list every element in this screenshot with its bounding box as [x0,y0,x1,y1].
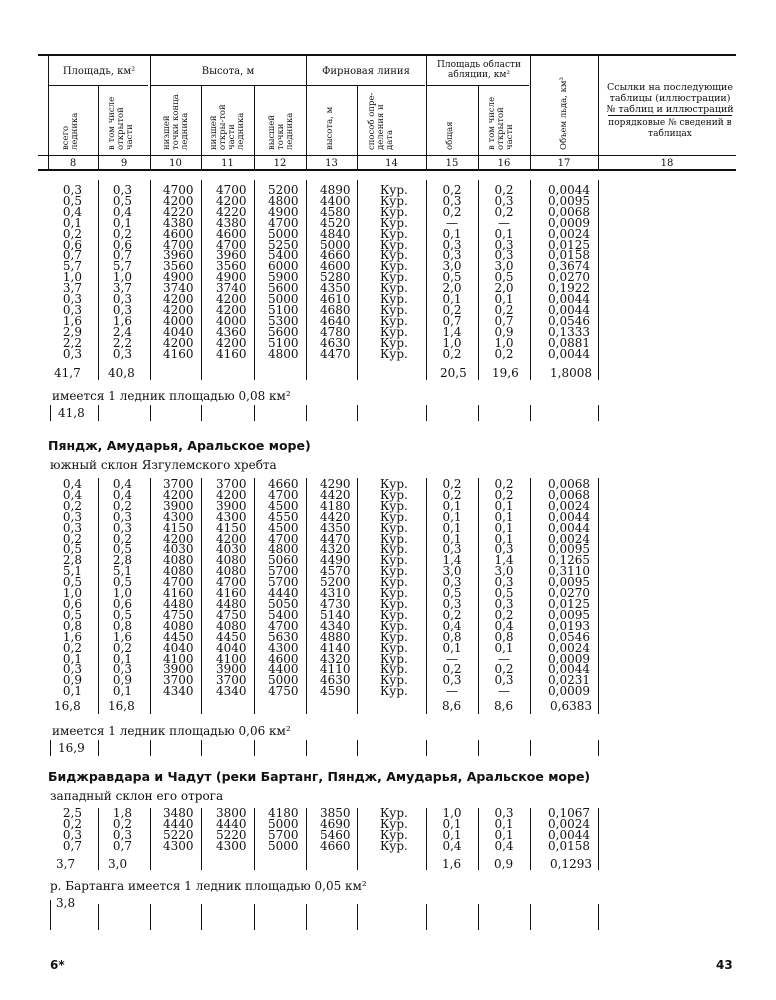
b3-total-16: 0,9 [494,857,514,871]
colnum-9: 9 [120,158,128,169]
b2-col13: 4290 4420 4180 4420 4350 4470 4320 4490 4570 5200 4310 4730 5140 4340 4880 4140 4320 4110 4630 4590 [320,477,351,699]
hdr-v10 [530,54,531,170]
b2-note: имеется 1 ледник площадью 0,06 км² [52,724,291,738]
b3-total-15: 1,6 [442,857,462,871]
b2-col10: 3700 4200 3900 4300 4150 4200 4030 4080 4080 4700 4160 4480 4750 4080 4450 4040 4100 3900 3700 4340 [163,477,194,699]
hdr-area: Площадь, км² [62,66,136,77]
header-bottom-rule [38,169,736,171]
hdr-refs-sub2: порядковые № сведений в таблицах [608,118,732,139]
hdr-firn: Фирновая линия [322,66,410,77]
header-colnum-rule [38,155,736,156]
hdr-abl-total: общая [445,121,455,150]
hdr-firn-method: способ опре-деления и дата [367,92,395,150]
group-rule-firn [307,85,425,86]
b1-note: имеется 1 ледник площадью 0,08 км² [52,389,291,403]
b1-grand-total: 41,8 [58,406,85,420]
b1-col8: 0,3 0,5 0,4 0,1 0,2 0,6 0,7 5,7 1,0 3,7 0,3 0,3 1,6 2,9 2,2 0,3 [62,183,82,361]
b3-col16: 0,3 0,1 0,1 0,4 [494,806,514,853]
hdr-v11 [598,54,599,170]
b3-col12: 4180 5000 5700 5000 [268,806,299,853]
b1-total-15: 20,5 [440,366,467,380]
b3-total-17: 0,1293 [550,857,592,871]
b2-total-9: 16,8 [108,699,135,713]
b3-col8: 2,5 0,2 0,3 0,7 [62,806,82,853]
b1-total-17: 1,8008 [550,366,592,380]
colnum-10: 10 [169,158,182,169]
colnum-16: 16 [497,158,511,169]
colnum-15: 15 [445,158,459,169]
footer-signature: 6* [50,958,65,972]
page-number: 43 [716,958,733,972]
section2-title: Пяндж, Амударья, Аральское море) [48,438,311,453]
hdr-area-total: всего ледника [61,112,80,150]
hdr-refs-sub: № таблиц и иллюстраций [606,104,734,115]
hdr-firn-height: высота, м [325,106,335,150]
colnum-12: 12 [273,158,287,169]
b3-col15: 1,0 0,1 0,1 0,4 [442,806,462,853]
colnum-13: 13 [325,158,338,169]
hdr-refs: Ссылки на последующие таблицы (иллюстрации) [606,82,733,104]
b3-grand-total: 3,8 [56,896,76,910]
b1-col9: 0,3 0,5 0,4 0,1 0,2 0,6 0,7 5,7 1,0 3,7 0,3 0,3 1,6 2,4 2,2 0,3 [112,183,132,361]
b1-col14: Кур. Кур. Кур. Кур. Кур. Кур. Кур. Кур. Кур. Кур. Кур. Кур. Кур. Кур. Кур. Кур. [380,183,408,361]
b2-col15: 0,2 0,2 0,1 0,1 0,1 0,1 0,3 1,4 3,0 0,3 0,5 0,3 0,2 0,4 0,8 0,1 — 0,2 0,3 — [442,477,462,699]
colnum-17: 17 [557,158,571,169]
b2-col17: 0,0068 0,0068 0,0024 0,0044 0,0044 0,0024 0,0095 0,1265 0,3110 0,0095 0,0270 0,0125 0,0095 0,0193 0,0546 0,0024 0,0009 0,0044 0,0231 0,0009 [548,477,590,699]
hdr-v3 [150,54,151,170]
b1-col10: 4700 4200 4220 4380 4600 4700 3960 3560 4900 3740 4200 4200 4000 4040 4200 4160 [163,183,194,361]
b1-col15: 0,2 0,3 0,2 — 0,1 0,3 0,3 3,0 0,5 2,0 0,1 0,2 0,7 1,4 1,0 0,2 [442,183,462,361]
b2-col16: 0,2 0,2 0,1 0,1 0,1 0,1 0,3 1,4 3,0 0,3 0,5 0,3 0,2 0,4 0,8 0,1 — 0,2 0,3 — [494,477,514,699]
group-rule-height [150,85,306,86]
b2-col9: 0,4 0,4 0,2 0,3 0,3 0,2 0,5 2,8 5,1 0,5 1,0 0,6 0,5 0,8 1,6 0,2 0,1 0,3 0,9 0,1 [112,477,132,699]
b3-col17: 0,1067 0,0024 0,0044 0,0158 [548,806,590,853]
b2-total-8: 16,8 [54,699,81,713]
hdr-area-open: в том числе открытой части [107,96,135,150]
hdr-height: Высота, м [201,66,255,77]
b3-col9: 1,8 0,2 0,3 0,7 [112,806,132,853]
b1-total-8: 41,7 [54,366,81,380]
hdr-ablation: Площадь области абляции, км² [437,60,521,80]
b2-col11: 3700 4200 3900 4300 4150 4200 4030 4080 4080 4700 4160 4480 4750 4080 4450 4040 4100 3900 3700 4340 [216,477,247,699]
b3-note: р. Бартанга имеется 1 ледник площадью 0,05 км² [50,879,367,893]
section3-title: Биджравдара и Чадут (реки Бартанг, Пяндж, Амударья, Аральское море) [48,769,591,784]
hdr-volume: Объем льда, км³ [559,77,569,150]
b2-col14: Кур. Кур. Кур. Кур. Кур. Кур. Кур. Кур. Кур. Кур. Кур. Кур. Кур. Кур. Кур. Кур. Кур. Кур. Кур. Кур. [380,477,408,699]
b1-col16: 0,2 0,3 0,2 — 0,1 0,3 0,3 3,0 0,5 2,0 0,1 0,2 0,7 0,9 1,0 0,2 [494,183,514,361]
hdr-abl-open: в том числе открытой части [487,96,515,150]
hdr-v1 [48,54,49,170]
hdr-h-lowest-end: низшей точки конца ледника [162,94,190,150]
hdr-h-highest: высшей точки ледника [267,112,295,150]
b2-total-17: 0,6383 [550,699,592,713]
colnum-18: 18 [660,158,674,169]
section2-subtitle: южный склон Язгулемского хребта [50,458,277,472]
b1-total-9: 40,8 [108,366,135,380]
b1-total-16: 19,6 [492,366,519,380]
b3-total-9: 3,0 [108,857,128,871]
b2-col8: 0,4 0,4 0,2 0,3 0,3 0,2 0,5 2,8 5,1 0,5 1,0 0,6 0,5 0,8 1,6 0,2 0,1 0,3 0,9 0,1 [62,477,82,699]
b3-col10: 3480 4440 5220 4300 [163,806,194,853]
b3-col13: 3850 4690 5460 4660 [320,806,351,853]
header-top-rule [38,54,736,56]
section3-subtitle: западный склон его отрога [50,789,224,803]
colnum-11: 11 [221,158,234,169]
hdr-v8 [426,54,427,170]
b1-col12: 5200 4800 4900 4700 5000 5250 5400 6000 5900 5600 5000 5100 5300 5600 5100 4800 [268,183,299,361]
b1-col13: 4890 4400 4580 4520 4840 5000 4660 4600 5280 4350 4610 4680 4640 4780 4630 4470 [320,183,351,361]
b2-total-16: 8,6 [494,699,514,713]
b2-col12: 4660 4700 4500 4550 4500 4700 4800 5060 5700 5700 4440 5050 5400 4700 5630 4300 4600 4400 5000 4750 [268,477,299,699]
hdr-h-lowest-open: низшей откры-той части ледника [209,104,246,150]
b3-total-8: 3,7 [56,857,76,871]
hdr-v6 [306,54,307,170]
b2-grand-total: 16,9 [58,741,85,755]
refs-rule [608,115,732,116]
b1-col11: 4700 4200 4220 4380 4600 4700 3960 3560 4900 3740 4200 4200 4000 4360 4200 4160 [216,183,247,361]
colnum-8: 8 [69,158,77,169]
b1-col17: 0,0044 0,0095 0,0068 0,0009 0,0024 0,0125 0,0158 0,3674 0,0270 0,1922 0,0044 0,0044 0,0546 0,1333 0,0881 0,0044 [548,183,590,361]
b2-total-15: 8,6 [442,699,462,713]
b3-col11: 3800 4440 5220 4300 [216,806,247,853]
b3-col14: Кур. Кур. Кур. Кур. [380,806,408,853]
colnum-14: 14 [385,158,398,169]
